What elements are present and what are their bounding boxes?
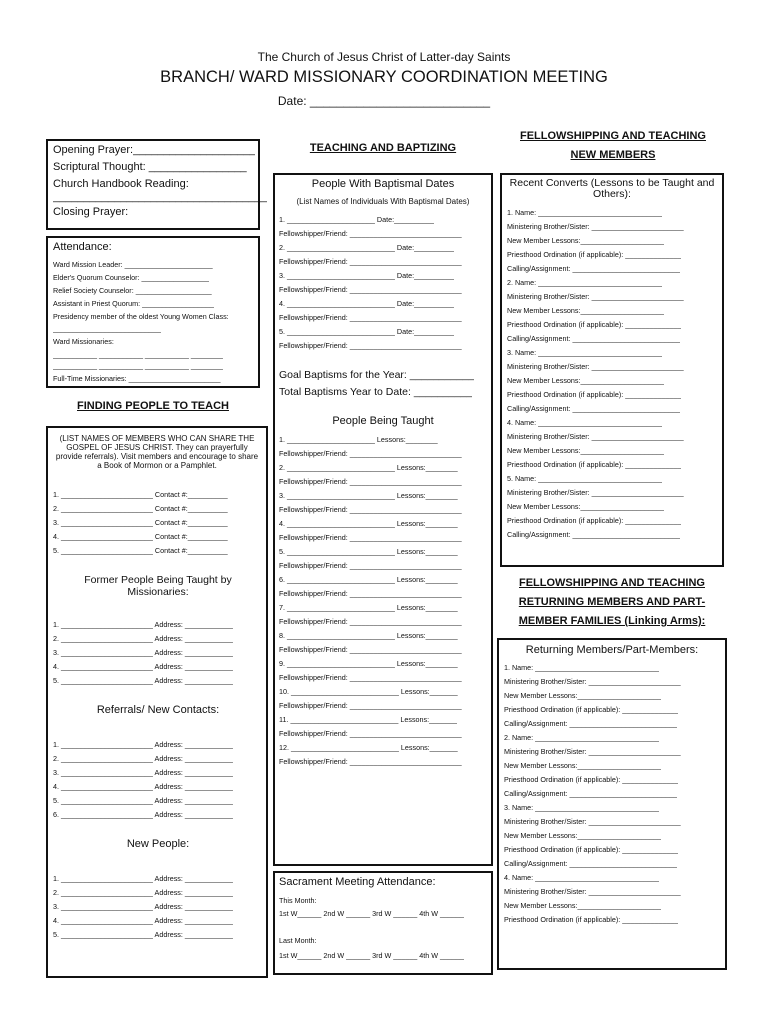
former-row[interactable]: 2. _______________________ Address: ____________ bbox=[53, 634, 233, 643]
convert-row[interactable]: 5. Name: _______________________________ bbox=[507, 474, 663, 483]
referral-row[interactable]: 6. _______________________ Address: ____________ bbox=[53, 810, 233, 819]
baptism-row[interactable]: 3. ___________________________ Date:__________ bbox=[279, 271, 455, 280]
returning-row[interactable]: New Member Lessons:_____________________ bbox=[504, 901, 662, 910]
convert-row[interactable]: Calling/Assignment: ___________________________ bbox=[507, 530, 681, 539]
opening-box bbox=[46, 139, 268, 230]
finding-box bbox=[46, 426, 268, 978]
finding-instructions: (LIST NAMES OF MEMBERS WHO CAN SHARE THE GOSPEL OF JESUS CHRIST. They can prayerfully provide referrals). Visit members and encourage to share a Book of Mormon or a Pamphlet. bbox=[55, 434, 259, 470]
fellowshipper-row[interactable]: Fellowshipper/Friend: ____________________________ bbox=[279, 673, 462, 682]
contact-row[interactable]: 1. _______________________ Contact #:__________ bbox=[53, 490, 228, 499]
handbook-reading-label: Church Handbook Reading: bbox=[53, 178, 189, 190]
convert-row[interactable]: New Member Lessons:_____________________ bbox=[507, 306, 665, 315]
returning-row[interactable]: Ministering Brother/Sister: _______________________ bbox=[504, 677, 681, 686]
taught-row[interactable]: 4. ___________________________ Lessons:________ bbox=[279, 519, 458, 528]
fellowshipper-row[interactable]: Fellowshipper/Friend: ____________________________ bbox=[279, 257, 462, 266]
returning-members-title: Returning Members/Part-Members: bbox=[525, 644, 699, 656]
taught-row[interactable]: 7. ___________________________ Lessons:________ bbox=[279, 603, 458, 612]
returning-row[interactable]: Priesthood Ordination (if applicable): ______________ bbox=[504, 775, 679, 784]
taught-row[interactable]: 5. ___________________________ Lessons:________ bbox=[279, 547, 458, 556]
convert-row[interactable]: Ministering Brother/Sister: _______________________ bbox=[507, 432, 684, 441]
fellowshipper-row[interactable]: Fellowshipper/Friend: ____________________________ bbox=[279, 341, 462, 350]
returning-row[interactable]: Priesthood Ordination (if applicable): ______________ bbox=[504, 705, 679, 714]
contact-row[interactable]: 4. _______________________ Contact #:__________ bbox=[53, 532, 228, 541]
former-row[interactable]: 5. _______________________ Address: ____________ bbox=[53, 676, 233, 685]
fellowshipper-row[interactable]: Fellowshipper/Friend: ____________________________ bbox=[279, 589, 462, 598]
returning-row[interactable]: New Member Lessons:_____________________ bbox=[504, 831, 662, 840]
date-field[interactable]: Date: ___________________________ bbox=[277, 94, 491, 108]
fellowship-returning-subheading-2: MEMBER FAMILIES (Linking Arms): bbox=[518, 615, 706, 627]
attendance-line[interactable]: Assistant in Priest Quorum: __________________ bbox=[53, 299, 215, 308]
convert-row[interactable]: New Member Lessons:_____________________ bbox=[507, 446, 665, 455]
returning-row[interactable]: Calling/Assignment: ___________________________ bbox=[504, 859, 678, 868]
fellowshipper-row[interactable]: Fellowshipper/Friend: ____________________________ bbox=[279, 477, 462, 486]
fellowshipper-row[interactable]: Fellowshipper/Friend: ____________________________ bbox=[279, 449, 462, 458]
new-people-title: New People: bbox=[126, 838, 190, 850]
attendance-title: Attendance: bbox=[53, 241, 112, 253]
fellowship-new-heading: FELLOWSHIPPING AND TEACHING bbox=[520, 130, 706, 142]
attendance-line[interactable]: ___________ ___________ ___________ ________ bbox=[53, 361, 223, 370]
recent-converts-box bbox=[500, 173, 724, 567]
referral-row[interactable]: 5. _______________________ Address: ____________ bbox=[53, 796, 233, 805]
fellowshipper-row[interactable]: Fellowshipper/Friend: ____________________________ bbox=[279, 729, 462, 738]
total-baptisms-field[interactable]: Total Baptisms Year to Date: __________ bbox=[279, 386, 473, 398]
former-row[interactable]: 1. _______________________ Address: ____________ bbox=[53, 620, 233, 629]
convert-row[interactable]: New Member Lessons:_____________________ bbox=[507, 502, 665, 511]
returning-row[interactable]: 4. Name: _______________________________ bbox=[504, 873, 660, 882]
recent-converts-title: Recent Converts (Lessons to be Taught and Others): bbox=[509, 177, 715, 200]
fellowshipper-row[interactable]: Fellowshipper/Friend: ____________________________ bbox=[279, 701, 462, 710]
fellowshipper-row[interactable]: Fellowshipper/Friend: ____________________________ bbox=[279, 285, 462, 294]
fellowshipper-row[interactable]: Fellowshipper/Friend: ____________________________ bbox=[279, 757, 462, 766]
last-month-row[interactable]: 1st W______ 2nd W ______ 3rd W ______ 4th W ______ bbox=[279, 951, 465, 960]
attendance-line[interactable]: ___________________________ bbox=[53, 324, 161, 333]
taught-row[interactable]: 11. ___________________________ Lessons:_______ bbox=[279, 715, 458, 724]
finding-heading: FINDING PEOPLE TO TEACH bbox=[77, 400, 229, 412]
convert-row[interactable]: Priesthood Ordination (if applicable): ______________ bbox=[507, 320, 682, 329]
attendance-line: Ward Missionaries: bbox=[53, 337, 114, 346]
people-being-taught-title: People Being Taught bbox=[332, 415, 434, 427]
referral-row[interactable]: 4. _______________________ Address: ____________ bbox=[53, 782, 233, 791]
fellowshipper-row[interactable]: Fellowshipper/Friend: ____________________________ bbox=[279, 313, 462, 322]
attendance-line[interactable]: Elder's Quorum Counselor: _________________ bbox=[53, 273, 210, 282]
attendance-box bbox=[46, 236, 260, 388]
last-month-label: Last Month: bbox=[279, 936, 317, 945]
taught-row[interactable]: 3. ___________________________ Lessons:________ bbox=[279, 491, 458, 500]
goal-baptisms-field[interactable]: Goal Baptisms for the Year: ___________ bbox=[279, 369, 474, 381]
contact-row[interactable]: 3. _______________________ Contact #:__________ bbox=[53, 518, 228, 527]
convert-row[interactable]: New Member Lessons:_____________________ bbox=[507, 236, 665, 245]
returning-row[interactable]: Calling/Assignment: ___________________________ bbox=[504, 719, 678, 728]
taught-row[interactable]: 10. ___________________________ Lessons:_______ bbox=[279, 687, 458, 696]
fellowship-returning-subheading: RETURNING MEMBERS AND PART- bbox=[518, 596, 706, 608]
attendance-line[interactable]: Relief Society Counselor: ___________________ bbox=[53, 286, 212, 295]
returning-row[interactable]: 3. Name: _______________________________ bbox=[504, 803, 660, 812]
baptism-row[interactable]: 2. ___________________________ Date:__________ bbox=[279, 243, 455, 252]
baptism-row[interactable]: 4. ___________________________ Date:__________ bbox=[279, 299, 455, 308]
convert-row[interactable]: Ministering Brother/Sister: _______________________ bbox=[507, 488, 684, 497]
baptism-row[interactable]: 1. ______________________ Date:__________ bbox=[279, 215, 435, 224]
convert-row[interactable]: Ministering Brother/Sister: _______________________ bbox=[507, 222, 684, 231]
church-name: The Church of Jesus Christ of Latter-day Saints bbox=[257, 50, 511, 64]
attendance-line[interactable]: Full-Time Missionaries: _______________________ bbox=[53, 374, 221, 383]
page-title: BRANCH/ WARD MISSIONARY COORDINATION MEETING bbox=[160, 68, 608, 86]
convert-row[interactable]: Priesthood Ordination (if applicable): ______________ bbox=[507, 516, 682, 525]
new-person-row[interactable]: 1. _______________________ Address: ____________ bbox=[53, 874, 233, 883]
baptismal-dates-title: People With Baptismal Dates bbox=[311, 178, 455, 190]
taught-row[interactable]: 6. ___________________________ Lessons:________ bbox=[279, 575, 458, 584]
contact-row[interactable]: 2. _______________________ Contact #:__________ bbox=[53, 504, 228, 513]
convert-row[interactable]: 3. Name: _______________________________ bbox=[507, 348, 663, 357]
former-row[interactable]: 4. _______________________ Address: ____________ bbox=[53, 662, 233, 671]
taught-row[interactable]: 9. ___________________________ Lessons:________ bbox=[279, 659, 458, 668]
taught-row[interactable]: 1. ______________________ Lessons:________ bbox=[279, 435, 438, 444]
convert-row[interactable]: 1. Name: _______________________________ bbox=[507, 208, 663, 217]
attendance-line[interactable]: ___________ ___________ ___________ ________ bbox=[53, 350, 223, 359]
referral-row[interactable]: 1. _______________________ Address: ____________ bbox=[53, 740, 233, 749]
fellowship-returning-heading: FELLOWSHIPPING AND TEACHING bbox=[519, 577, 705, 589]
referrals-title: Referrals/ New Contacts: bbox=[96, 704, 220, 716]
returning-row[interactable]: Ministering Brother/Sister: _______________________ bbox=[504, 887, 681, 896]
former-title: Former People Being Taught by Missionaries: bbox=[84, 574, 232, 598]
convert-row[interactable]: Ministering Brother/Sister: _______________________ bbox=[507, 292, 684, 301]
taught-row[interactable]: 12. ___________________________ Lessons:_______ bbox=[279, 743, 458, 752]
returning-row[interactable]: Priesthood Ordination (if applicable): ______________ bbox=[504, 915, 679, 924]
new-person-row[interactable]: 5. _______________________ Address: ____________ bbox=[53, 930, 233, 939]
teaching-heading: TEACHING AND BAPTIZING bbox=[309, 142, 457, 154]
returning-row[interactable]: 2. Name: _______________________________ bbox=[504, 733, 660, 742]
returning-row[interactable]: Priesthood Ordination (if applicable): ______________ bbox=[504, 845, 679, 854]
returning-row[interactable]: New Member Lessons:_____________________ bbox=[504, 761, 662, 770]
attendance-line[interactable]: Ward Mission Leader: ______________________ bbox=[53, 260, 213, 269]
convert-row[interactable]: Ministering Brother/Sister: _______________________ bbox=[507, 362, 684, 371]
referral-row[interactable]: 3. _______________________ Address: ____________ bbox=[53, 768, 233, 777]
fellowshipper-row[interactable]: Fellowshipper/Friend: ____________________________ bbox=[279, 561, 462, 570]
fellowship-new-subheading: NEW MEMBERS bbox=[570, 149, 656, 161]
returning-row[interactable]: New Member Lessons:_____________________ bbox=[504, 691, 662, 700]
attendance-line[interactable]: Presidency member of the oldest Young Women Class: bbox=[53, 312, 229, 321]
baptism-row[interactable]: 5. ___________________________ Date:__________ bbox=[279, 327, 455, 336]
opening-prayer-field[interactable]: Opening Prayer:____________________ bbox=[53, 144, 256, 156]
baptismal-dates-subtitle: (List Names of Individuals With Baptismal Dates) bbox=[296, 197, 470, 206]
fellowshipper-row[interactable]: Fellowshipper/Friend: ____________________________ bbox=[279, 617, 462, 626]
returning-members-box bbox=[497, 638, 727, 970]
handbook-reading-field[interactable]: ___________________________________ bbox=[53, 191, 268, 203]
fellowshipper-row[interactable]: Fellowshipper/Friend: ____________________________ bbox=[279, 229, 462, 238]
new-person-row[interactable]: 4. _______________________ Address: ____________ bbox=[53, 916, 233, 925]
convert-row[interactable]: 2. Name: _______________________________ bbox=[507, 278, 663, 287]
convert-row[interactable]: New Member Lessons:_____________________ bbox=[507, 376, 665, 385]
convert-row[interactable]: Priesthood Ordination (if applicable): ______________ bbox=[507, 390, 682, 399]
closing-prayer-field[interactable]: Closing Prayer: bbox=[53, 206, 129, 218]
returning-row[interactable]: Ministering Brother/Sister: _______________________ bbox=[504, 747, 681, 756]
convert-row[interactable]: Calling/Assignment: ___________________________ bbox=[507, 264, 681, 273]
sacrament-title: Sacrament Meeting Attendance: bbox=[279, 876, 436, 888]
sacrament-box bbox=[273, 871, 493, 975]
contact-row[interactable]: 5. _______________________ Contact #:__________ bbox=[53, 546, 228, 555]
this-month-label: This Month: bbox=[279, 896, 317, 905]
convert-row[interactable]: Calling/Assignment: ___________________________ bbox=[507, 334, 681, 343]
convert-row[interactable]: Priesthood Ordination (if applicable): ______________ bbox=[507, 460, 682, 469]
taught-row[interactable]: 2. ___________________________ Lessons:________ bbox=[279, 463, 458, 472]
convert-row[interactable]: Priesthood Ordination (if applicable): ______________ bbox=[507, 250, 682, 259]
referral-row[interactable]: 2. _______________________ Address: ____________ bbox=[53, 754, 233, 763]
fellowshipper-row[interactable]: Fellowshipper/Friend: ____________________________ bbox=[279, 505, 462, 514]
returning-row[interactable]: 1. Name: _______________________________ bbox=[504, 663, 660, 672]
taught-row[interactable]: 8. ___________________________ Lessons:________ bbox=[279, 631, 458, 640]
returning-row[interactable]: Calling/Assignment: ___________________________ bbox=[504, 789, 678, 798]
this-month-row[interactable]: 1st W______ 2nd W ______ 3rd W ______ 4th W ______ bbox=[279, 909, 465, 918]
scriptural-thought-field[interactable]: Scriptural Thought: ________________ bbox=[53, 161, 247, 173]
convert-row[interactable]: 4. Name: _______________________________ bbox=[507, 418, 663, 427]
fellowshipper-row[interactable]: Fellowshipper/Friend: ____________________________ bbox=[279, 533, 462, 542]
returning-row[interactable]: Ministering Brother/Sister: _______________________ bbox=[504, 817, 681, 826]
fellowshipper-row[interactable]: Fellowshipper/Friend: ____________________________ bbox=[279, 645, 462, 654]
former-row[interactable]: 3. _______________________ Address: ____________ bbox=[53, 648, 233, 657]
new-person-row[interactable]: 2. _______________________ Address: ____________ bbox=[53, 888, 233, 897]
convert-row[interactable]: Calling/Assignment: ___________________________ bbox=[507, 404, 681, 413]
new-person-row[interactable]: 3. _______________________ Address: ____________ bbox=[53, 902, 233, 911]
teaching-box bbox=[273, 173, 493, 866]
